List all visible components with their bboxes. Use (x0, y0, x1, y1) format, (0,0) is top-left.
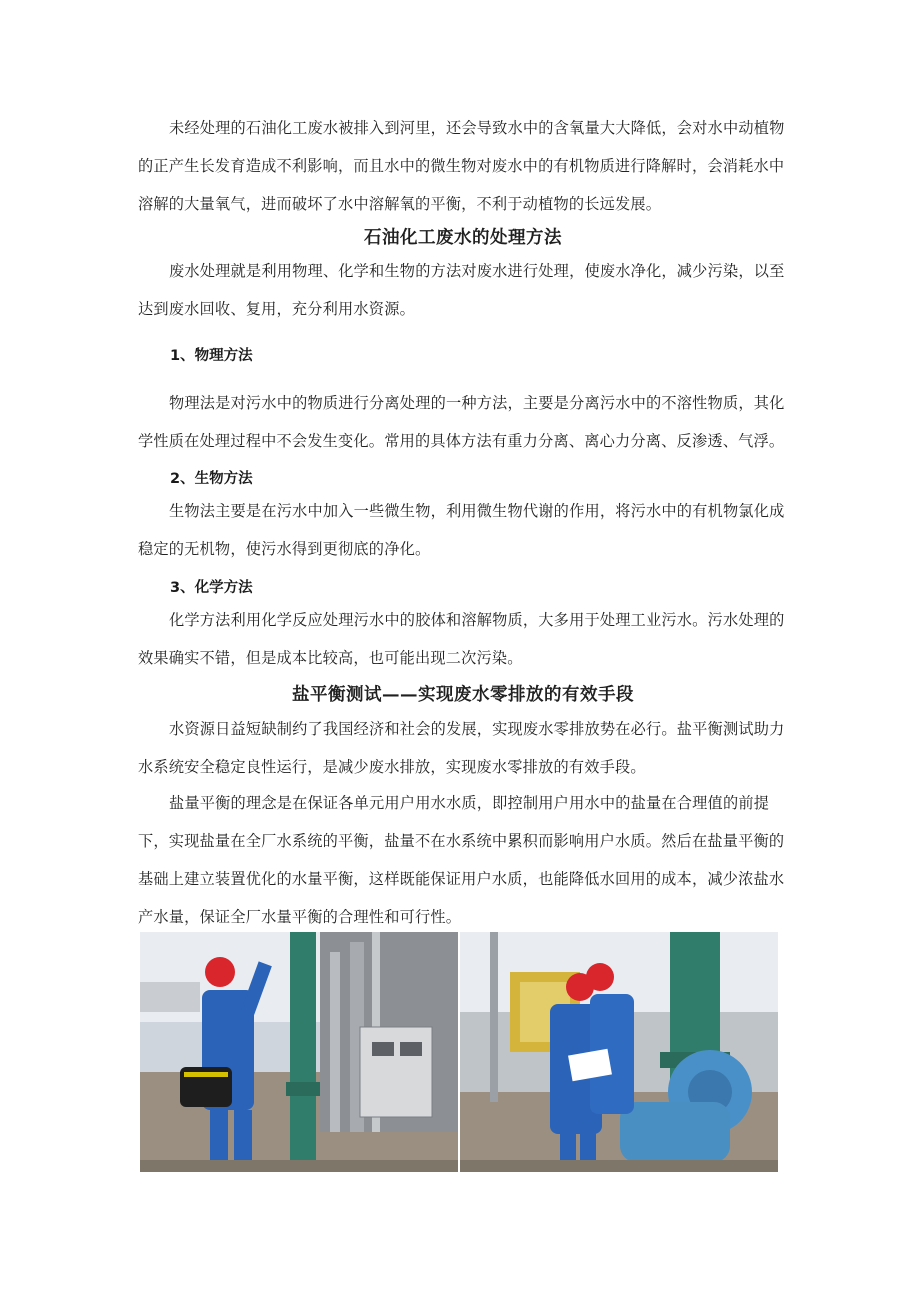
method-text-physical: 物理法是对污水中的物质进行分离处理的一种方法，主要是分离污水中的不溶性物质，其化学性质在处理过程中不会发生变化。常用的具体方法有重力分离、离心力分离、反渗透、气浮。 (138, 394, 785, 450)
photo-worker-at-pipe (140, 932, 458, 1172)
photo-strip (140, 932, 778, 1172)
intro-paragraph: 未经处理的石油化工废水被排入到河里，还会导致水中的含氧量大大降低，会对水中动植物的正产生长发育造成不利影响，而且水中的微生物对废水中的有机物质进行降解时，会消耗水中溶解的大量氧气，进而破坏了水中溶解氧的平衡，不利于动植物的长远发展。 (138, 119, 785, 213)
salt-balance-paragraph-2: 盐量平衡的理念是在保证各单元用户用水水质，即控制用户用水中的盐量在合理值的前提下，实现盐量在全厂水系统的平衡，盐量不在水系统中累积而影响用户水质。然后在盐量平衡的基础上建立装置优化的水量平衡，这样既能保证用户水质，也能降低水回用的成本，减少浓盐水产水量，保证全厂水量平衡的合理性和可行性。 (138, 794, 785, 926)
method-heading-chemical: 3、化学方法 (170, 580, 253, 596)
section-title-salt-balance: 盐平衡测试——实现废水零排放的有效手段 (292, 685, 634, 705)
section-title-treatment-methods: 石油化工废水的处理方法 (364, 228, 562, 248)
method-heading-physical: 1、物理方法 (170, 348, 253, 364)
photo-inspectors-at-pump (460, 932, 778, 1172)
treatment-intro-paragraph: 废水处理就是利用物理、化学和生物的方法对废水进行处理，使废水净化，减少污染，以至达到废水回收、复用，充分利用水资源。 (138, 262, 785, 318)
salt-balance-paragraph-1: 水资源日益短缺制约了我国经济和社会的发展，实现废水零排放势在必行。盐平衡测试助力水系统安全稳定良性运行，是减少废水排放，实现废水零排放的有效手段。 (138, 720, 785, 776)
method-heading-biological: 2、生物方法 (170, 471, 253, 487)
method-text-chemical: 化学方法利用化学反应处理污水中的胶体和溶解物质，大多用于处理工业污水。污水处理的效果确实不错，但是成本比较高，也可能出现二次污染。 (138, 611, 785, 667)
method-text-biological: 生物法主要是在污水中加入一些微生物，利用微生物代谢的作用，将污水中的有机物氯化成稳定的无机物，使污水得到更彻底的净化。 (138, 502, 785, 558)
